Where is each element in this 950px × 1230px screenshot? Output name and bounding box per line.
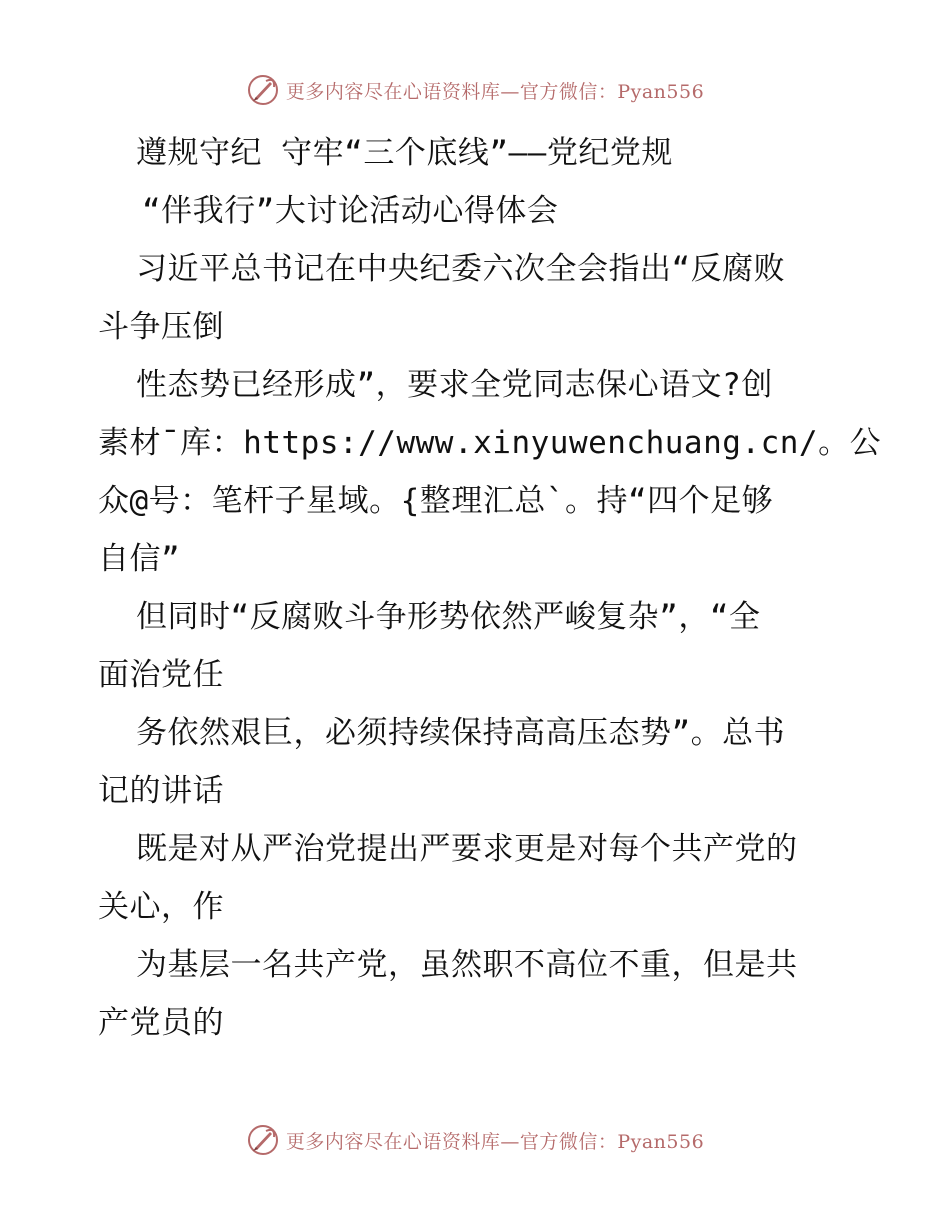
paragraph-line: 自信” [98, 541, 181, 577]
document-body [98, 124, 882, 1052]
paragraph-line: 素材¯库：https://www.xinyuwenchuang.cn/。公 [98, 425, 882, 461]
paragraph-line: 关心，作 [98, 889, 224, 925]
paragraph-line: 众@号：笔杆子星域。{整理汇总`。持“四个足够 [98, 483, 774, 519]
header-banner-text: 更多内容尽在心语资料库—官方微信：Pyan556 [285, 80, 705, 103]
paragraph-line: 记的讲话 [98, 773, 224, 809]
paragraph-line: 斗争压倒 [98, 309, 224, 345]
footer-banner [0, 1120, 950, 1160]
footer-banner-text: 更多内容尽在心语资料库—官方微信：Pyan556 [285, 1130, 705, 1153]
paragraph-line: 产党员的 [98, 1005, 224, 1041]
paragraph-line: 面治党任 [98, 657, 224, 693]
paragraph-line: 性态势已经形成”，要求全党同志保心语文?创 [136, 367, 773, 403]
paragraph-line: 既是对从严治党提出严要求更是对每个共产党的 [136, 831, 798, 867]
quill-pen-logo-icon [246, 1123, 280, 1157]
header-banner [0, 70, 950, 110]
paragraph-line: 习近平总书记在中央纪委六次全会指出“反腐败 [136, 251, 786, 287]
paragraph-line: 但同时“反腐败斗争形势依然严峻复杂”，“全 [136, 599, 761, 635]
paragraph-line: 务依然艰巨，必须持续保持高高压态势”。总书 [136, 715, 786, 751]
document-title-line-2: “伴我行”大讨论活动心得体会 [142, 193, 559, 229]
document-title-line-1: 遵规守纪 守牢“三个底线”——党纪党规 [136, 135, 673, 171]
paragraph-line: 为基层一名共产党，虽然职不高位不重，但是共 [136, 947, 798, 983]
quill-pen-logo-icon [246, 73, 280, 107]
